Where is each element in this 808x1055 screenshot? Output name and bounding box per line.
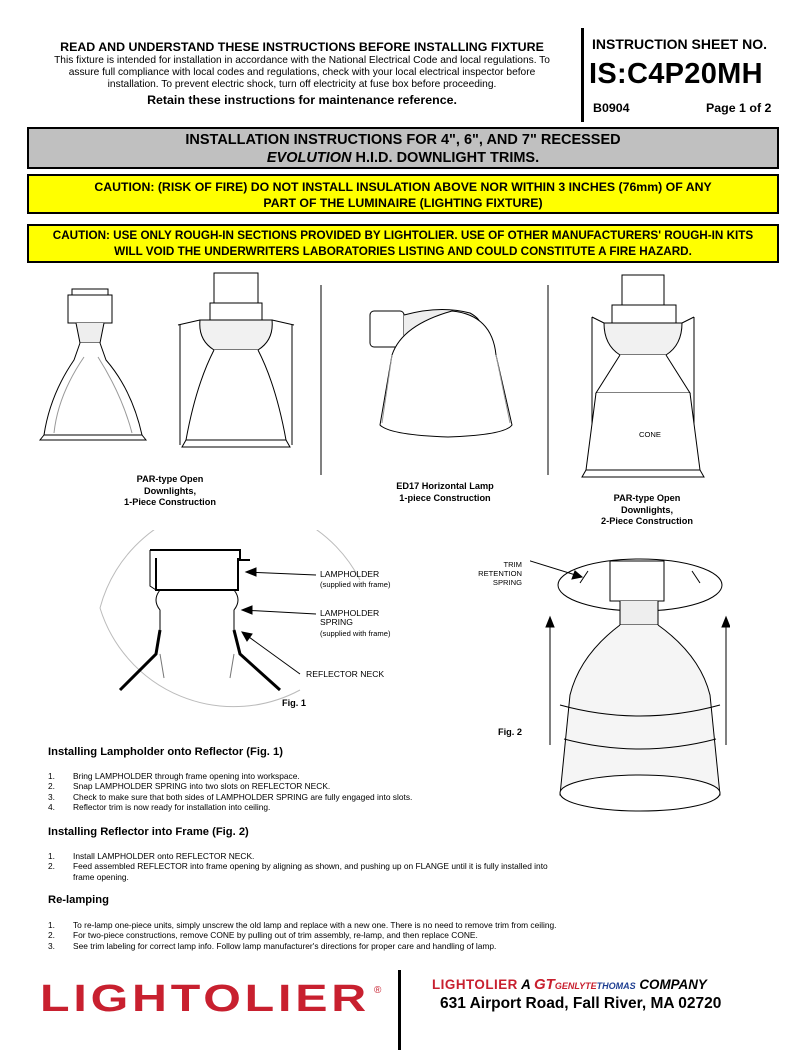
step-item: [48, 920, 748, 930]
caption-line: Downlights,: [620, 504, 674, 515]
caution-line: CAUTION: USE ONLY ROUGH-IN SECTIONS PROVIDED BY LIGHTOLIER. USE OF OTHER MANUFACTURERS' ROUGH-IN KITS: [52, 229, 754, 242]
caption-line: PAR-type Open: [613, 493, 681, 503]
caption-line: 2-Piece Construction: [601, 516, 693, 526]
title-banner: [27, 127, 779, 169]
lampholder-label: LAMPHOLDER: [320, 569, 380, 579]
step-text: Check to make sure that both sides of LAMPHOLDER SPRING are fully engaged into slots.: [73, 791, 413, 802]
step-item: [48, 851, 748, 861]
step-item: [48, 781, 748, 791]
logo-registered-mark: ®: [374, 985, 382, 996]
step-number: 1.: [48, 771, 55, 781]
par-one-piece-caption: [100, 474, 240, 509]
company-a: A: [517, 977, 534, 992]
trim-line: SPRING: [492, 578, 522, 587]
company-brand: LIGHTOLIER: [432, 977, 518, 992]
lampholder-sub-label: (supplied with frame): [320, 580, 391, 589]
retain-notice: Retain these instructions for maintenance reference.: [147, 93, 457, 107]
logo-wordmark: LIGHTOLIER: [40, 979, 370, 1019]
caution-rough-in: [27, 224, 779, 263]
intro-paragraph: [28, 55, 576, 92]
sheet-code: B0904: [593, 101, 630, 115]
section-reflector-steps: [48, 851, 748, 882]
step-text: Reflector trim is now ready for installation into ceiling.: [73, 802, 271, 813]
spring-label: [320, 609, 379, 627]
spring-sub-label: (supplied with frame): [320, 629, 391, 638]
title-line-2: [29, 149, 777, 167]
caution-line: CAUTION: (RISK OF FIRE) DO NOT INSTALL INSULATION ABOVE NOR WITHIN 3 INCHES (76mm) OF ANY: [94, 180, 712, 194]
step-item: [48, 771, 748, 781]
caution-line: PART OF THE LUMINAIRE (LIGHTING FIXTURE): [263, 196, 543, 210]
caption-line: 1-piece Construction: [399, 492, 491, 503]
step-text: To re-lamp one-piece units, simply unscrew the old lamp and replace with a new one. There is no need to remove trim from ceiling.: [73, 920, 557, 930]
step-text: frame opening.: [73, 871, 129, 882]
genlyte-text: GENLYTE: [554, 981, 597, 991]
par-two-piece-downlight: [582, 275, 704, 477]
instruction-sheet-number: IS:C4P20MH: [589, 58, 763, 90]
company-address: 631 Airport Road, Fall River, MA 02720: [440, 995, 722, 1012]
caution-fire: [27, 174, 779, 214]
intro-line: installation. To prevent electric shock, turn off electricity at fuse box before proceeding.: [107, 79, 497, 91]
caption-line: 1-Piece Construction: [124, 497, 216, 507]
company-word: COMPANY: [635, 977, 707, 992]
step-number: [48, 872, 73, 882]
company-line: [432, 976, 707, 993]
fig1-label: Fig. 1: [282, 698, 306, 708]
trim-retention-spring-label: [472, 560, 522, 587]
step-text: Feed assembled REFLECTOR into frame opening by aligning as shown, and pushing up on FLANGE until it is fully installed into: [73, 861, 548, 872]
spring-line: LAMPHOLDER: [320, 608, 380, 618]
intro-line: This fixture is intended for installation in accordance with the National Electrical Code and local regulations. To: [54, 55, 550, 66]
page-indicator: Page 1 of 2: [706, 101, 772, 115]
step-number: 3.: [48, 791, 55, 802]
caption-line: ED17 Horizontal Lamp: [396, 481, 494, 491]
section-lampholder-title: Installing Lampholder onto Reflector (Fig. 1): [48, 746, 283, 758]
spring-line: SPRING: [320, 617, 353, 627]
ed17-caption: [380, 481, 510, 504]
title-line-1: INSTALLATION INSTRUCTIONS FOR 4", 6", AND 7" RECESSED: [185, 132, 621, 148]
reflector-neck-label: REFLECTOR NECK: [306, 669, 385, 679]
par-small-downlight: [40, 289, 146, 440]
section-lampholder-steps: [48, 771, 748, 813]
step-number: 1.: [48, 920, 55, 930]
section-relamping-title: Re-lamping: [48, 894, 109, 906]
step-text: For two-piece constructions, remove CONE by pulling out of trim assembly, re-lamp, and then replace CONE.: [73, 930, 478, 941]
title-emphasis: EVOLUTION: [266, 150, 352, 166]
title-rest: H.I.D. DOWNLIGHT TRIMS.: [351, 150, 540, 166]
instruction-sheet-label: INSTRUCTION SHEET NO.: [592, 36, 768, 52]
step-number: 2.: [48, 930, 55, 941]
read-instructions-heading: READ AND UNDERSTAND THESE INSTRUCTIONS BEFORE INSTALLING FIXTURE: [60, 40, 544, 54]
step-text: Bring LAMPHOLDER through frame opening into workspace.: [73, 771, 300, 781]
step-number: 3.: [48, 940, 55, 951]
step-text: See trim labeling for correct lamp info. Follow lamp manufacturer's directions for proper care and handling of lamp.: [73, 940, 497, 951]
step-text: Snap LAMPHOLDER SPRING into two slots on REFLECTOR NECK.: [73, 781, 331, 792]
caption-line: Downlights,: [143, 485, 197, 496]
step-number: 2.: [48, 781, 55, 792]
ed17-horizontal-downlight: [370, 309, 512, 437]
par-large-downlight: [178, 273, 294, 447]
par-two-piece-caption: [582, 493, 712, 528]
step-text: Install LAMPHOLDER onto REFLECTOR NECK.: [73, 851, 255, 861]
step-item: [48, 930, 748, 940]
step-item: [48, 941, 748, 951]
step-item: [48, 802, 748, 812]
lightolier-logo: [40, 979, 385, 1019]
caution-line: WILL VOID THE UNDERWRITERS LABORATORIES LISTING AND COULD CONSTITUTE A FIRE HAZARD.: [114, 245, 692, 258]
step-item: [48, 861, 748, 871]
genlyte-thomas-mark: GT: [533, 976, 555, 993]
step-number: 2.: [48, 861, 55, 872]
trim-line: RETENTION: [478, 569, 522, 578]
step-item: [48, 792, 748, 802]
step-item: [48, 872, 748, 882]
trim-line: TRIM: [503, 560, 522, 569]
fig2-label: Fig. 2: [498, 727, 522, 737]
step-number: 4.: [48, 802, 55, 813]
thomas-text: THOMAS: [596, 981, 636, 991]
intro-line: assure full compliance with local codes and regulations, check with your local electrical inspector before: [68, 67, 536, 79]
section-relamping-steps: [48, 920, 748, 951]
step-number: 1.: [48, 851, 55, 861]
caption-line: PAR-type Open: [136, 474, 204, 484]
cone-label: CONE: [639, 430, 661, 439]
section-reflector-title: Installing Reflector into Frame (Fig. 2): [48, 826, 249, 838]
header-divider: [581, 28, 584, 122]
footer-divider: [398, 970, 401, 1050]
